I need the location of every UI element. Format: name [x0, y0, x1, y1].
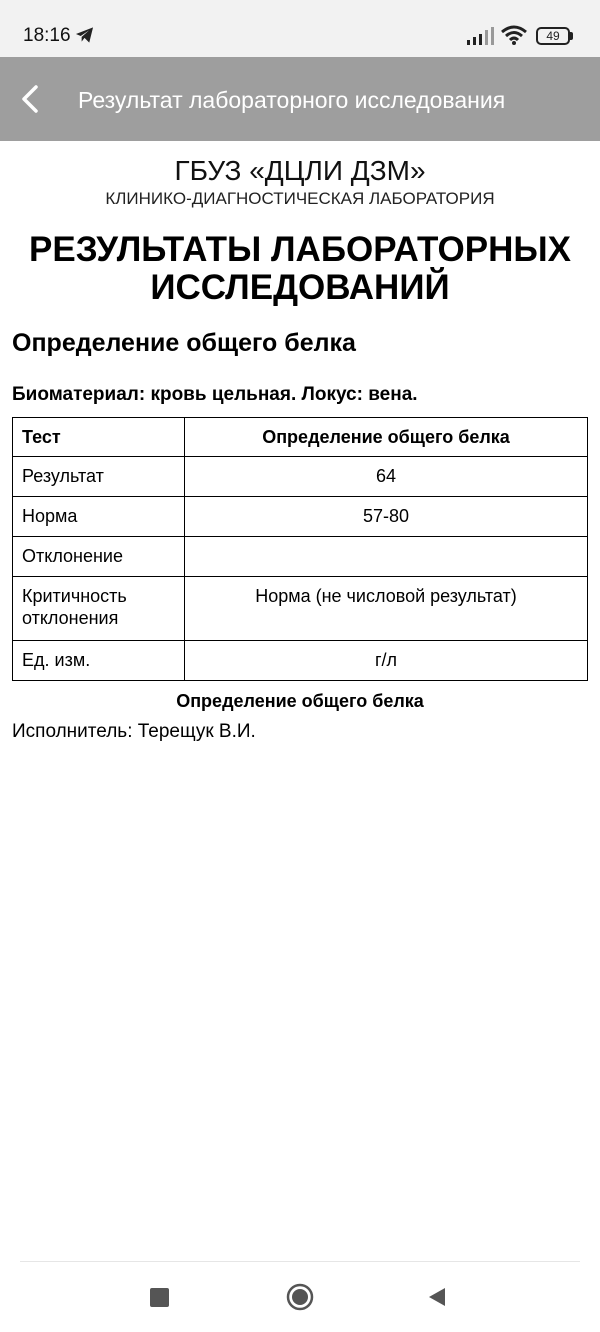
- page-title: [0, 231, 600, 307]
- biomaterial-info: Биоматериал: кровь цельная. Локус: вена.: [12, 384, 418, 405]
- table-header-value: Определение общего белка: [185, 418, 588, 457]
- home-icon[interactable]: [286, 1283, 314, 1311]
- table-header-row: [13, 418, 588, 457]
- system-nav-bar: [0, 1262, 600, 1332]
- status-time: 18:16: [23, 25, 71, 46]
- recent-apps-icon[interactable]: [150, 1288, 169, 1307]
- page-title-line1: РЕЗУЛЬТАТЫ ЛАБОРАТОРНЫХ: [29, 230, 571, 269]
- app-title: Результат лабораторного исследования: [78, 87, 506, 113]
- org-subtitle: КЛИНИКО-ДИАГНОСТИЧЕСКАЯ ЛАБОРАТОРИЯ: [105, 189, 495, 208]
- table-row: [13, 537, 588, 577]
- row-label: Критичность отклонения: [13, 577, 185, 641]
- app-bar: [0, 57, 600, 141]
- row-value: 64: [185, 457, 588, 497]
- row-value: Норма (не числовой результат): [185, 577, 588, 641]
- row-label: Ед. изм.: [13, 641, 185, 681]
- table-row: [13, 457, 588, 497]
- org-name: ГБУЗ «ДЦЛИ ДЗМ»: [174, 155, 426, 186]
- row-value: г/л: [185, 641, 588, 681]
- chevron-left-icon: [24, 87, 36, 111]
- back-button[interactable]: [12, 79, 52, 119]
- status-bar: [0, 0, 600, 57]
- page-title-line2: ИССЛЕДОВАНИЙ: [150, 268, 450, 307]
- row-label: Норма: [13, 497, 185, 537]
- row-label: Отклонение: [13, 537, 185, 577]
- battery-icon: [536, 27, 570, 45]
- table-row: [13, 497, 588, 537]
- battery-tip: [570, 32, 573, 40]
- row-label: Результат: [13, 457, 185, 497]
- row-value: 57-80: [185, 497, 588, 537]
- signal-icon: [466, 26, 494, 46]
- results-table: [12, 417, 588, 681]
- table-caption: Определение общего белка: [176, 691, 424, 711]
- table-row: [13, 641, 588, 681]
- test-heading: Определение общего белка: [12, 329, 356, 357]
- executor-info: Исполнитель: Терещук В.И.: [12, 721, 256, 742]
- table-row: [13, 577, 588, 641]
- battery-level: 49: [546, 29, 560, 43]
- table-header-label: Тест: [13, 418, 185, 457]
- wifi-icon: [500, 24, 528, 46]
- row-value: [185, 537, 588, 577]
- back-triangle-icon[interactable]: [427, 1286, 447, 1308]
- telegram-icon: [75, 26, 94, 44]
